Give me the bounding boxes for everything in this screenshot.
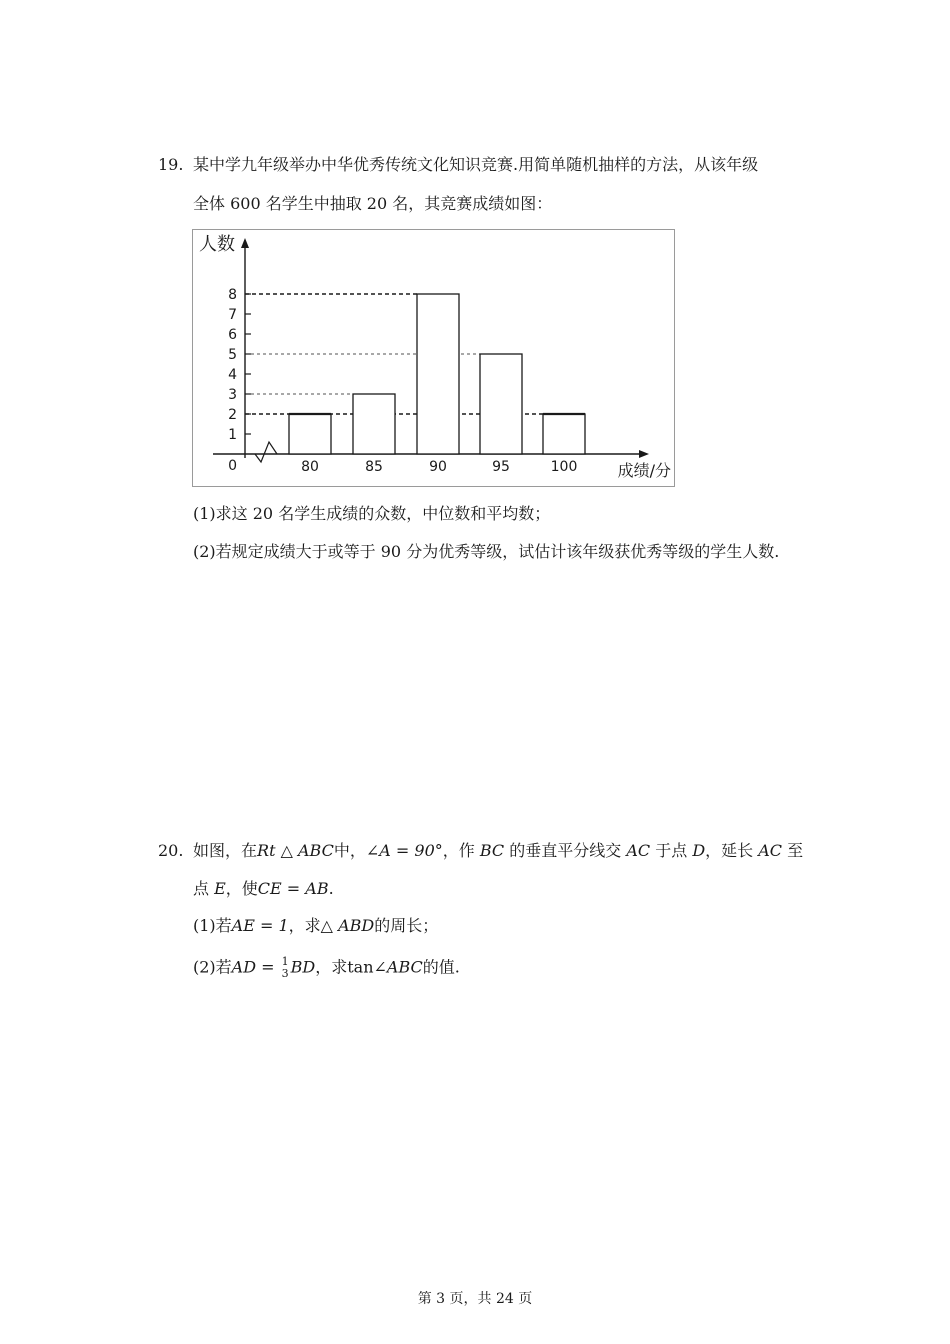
q20-text: 的值.: [422, 957, 460, 977]
q20-bd: BD: [290, 957, 316, 977]
q20-ae-eq-1: AE = 1: [231, 916, 289, 935]
y-tick-label: 7: [228, 307, 237, 323]
question-20-text-line2: [193, 878, 334, 900]
q20-abc: ABC: [386, 957, 423, 977]
fraction-denominator: 3: [281, 967, 289, 980]
score-bar-chart: [192, 229, 675, 487]
q20-text: 中，: [333, 841, 366, 860]
q20-rt: Rt: [257, 841, 276, 860]
q20-ad-eq: AD =: [231, 957, 280, 977]
q20-angle-a: ∠A = 90°: [365, 841, 443, 860]
q20-text: 点: [193, 879, 215, 898]
question-19-number: 19.: [158, 155, 184, 174]
q20-text: 至: [782, 841, 804, 860]
bar-80: [289, 414, 331, 454]
bar-85: [353, 394, 395, 454]
chart-canvas: [193, 230, 676, 488]
x-tick-label: 90: [429, 459, 447, 475]
q20-text: (1)若: [193, 916, 232, 935]
x-axis-arrow: [639, 450, 649, 458]
question-19-text-line1: 某中学九年级举办中华优秀传统文化知识竞赛.用简单随机抽样的方法，从该年级: [193, 155, 759, 174]
y-tick-label: 2: [228, 407, 237, 423]
q20-abd: ABD: [338, 916, 375, 935]
x-axis-break-zigzag: [255, 442, 277, 462]
q20-text: ，使: [225, 879, 258, 898]
question-20-part-1: [193, 915, 438, 937]
y-tick-label: 3: [228, 387, 237, 403]
y-tick-label: 6: [228, 327, 237, 343]
bar-100: [543, 414, 585, 454]
q20-point-d: D: [692, 841, 706, 860]
fraction-numerator: 1: [281, 955, 289, 968]
y-axis-title: 人数: [199, 234, 235, 255]
y-tick-label: 1: [228, 427, 237, 443]
y-tick-label: 4: [228, 367, 237, 383]
q20-ac: AC: [626, 841, 651, 860]
y-axis-arrow: [241, 238, 249, 248]
q20-text: ，延长: [705, 841, 759, 860]
q20-text: ，求△: [288, 916, 339, 935]
q20-ac: AC: [758, 841, 783, 860]
x-axis-title: 成绩/分: [617, 461, 671, 480]
page-footer: 第 3 页，共 24 页: [417, 1291, 533, 1307]
bar-90: [417, 294, 459, 454]
question-19-part-1: (1)求这 20 名学生成绩的众数，中位数和平均数；: [193, 504, 551, 523]
x-tick-label: 100: [550, 459, 578, 475]
q20-abc: ABC: [297, 841, 334, 860]
question-20-number: 20.: [158, 841, 184, 860]
bar-95: [480, 354, 522, 454]
q20-text: ，求tan∠: [315, 957, 387, 977]
q20-text: (2)若: [193, 957, 232, 977]
q20-fraction-one-third: [282, 956, 289, 980]
q20-point-e: E: [214, 879, 226, 898]
q20-bc: BC: [479, 841, 505, 860]
x-tick-label: 85: [365, 459, 383, 475]
y-tick-label: 5: [228, 347, 237, 363]
q20-text: .: [328, 879, 334, 898]
y-tick-label: 0: [228, 458, 237, 474]
question-20-part-2: [193, 956, 460, 980]
x-tick-label: 95: [492, 459, 510, 475]
q20-ce-eq-ab: CE = AB: [257, 879, 329, 898]
y-tick-label: 8: [228, 287, 237, 303]
q20-text: 的垂直平分线交: [504, 841, 627, 860]
x-tick-label: 80: [301, 459, 319, 475]
question-19-part-2: (2)若规定成绩大于或等于 90 分为优秀等级，试估计该年级获优秀等级的学生人数.: [193, 542, 780, 561]
question-20-text-line1: [193, 840, 803, 862]
q20-text: 于点: [650, 841, 693, 860]
q20-text: 如图，在: [193, 841, 258, 860]
q20-text: 的周长；: [374, 916, 439, 935]
q20-triangle-symbol: △: [275, 841, 298, 860]
question-19-text-line2: 全体 600 名学生中抽取 20 名，其竞赛成绩如图：: [193, 194, 553, 213]
q20-text: ，作: [442, 841, 480, 860]
